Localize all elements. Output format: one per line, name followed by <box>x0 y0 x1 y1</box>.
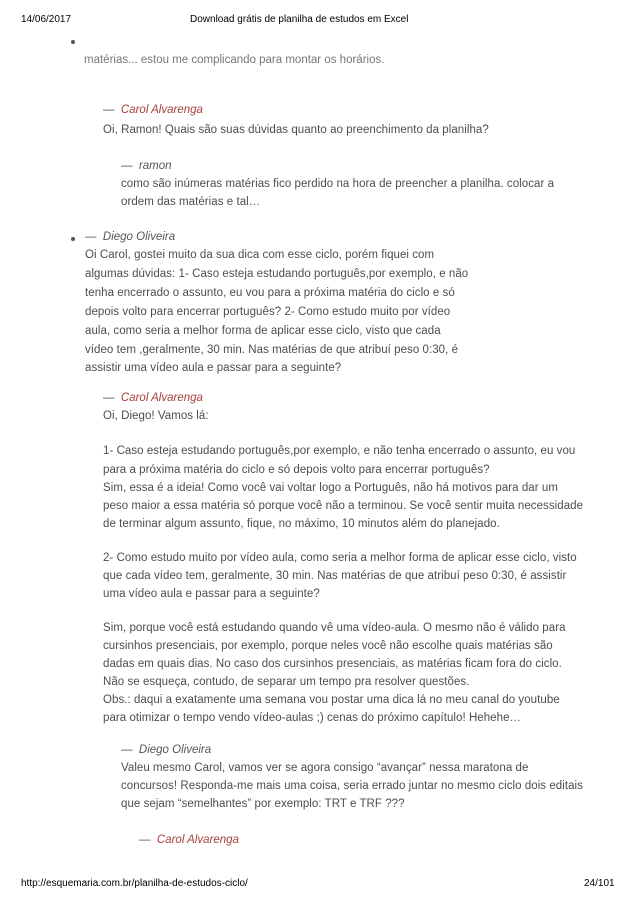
comment-author-link[interactable] <box>103 104 203 116</box>
comment-text: uma vídeo aula e passar para a seguinte? <box>103 588 320 600</box>
comment-author-link <box>121 160 172 172</box>
comment-author[interactable]: Carol Alvarenga <box>120 104 203 116</box>
comment-author: Diego Oliveira <box>102 231 176 243</box>
comment-text: para a próxima matéria do ciclo e só depois volto para encerrar português? <box>103 464 490 476</box>
comment-text: para otimizar o tempo vendo vídeo-aulas ;) cenas do próximo capítulo! Hehehe… <box>103 712 522 724</box>
author-dash: — <box>85 231 97 243</box>
comment-text: que sejam “semelhantes” por exemplo: TRT e TRF ??? <box>121 798 405 810</box>
comment-text: tenha encerrado o assunto, eu vou para a próxima matéria do ciclo e só <box>85 287 455 299</box>
comment-text: como são inúmeras matérias fico perdido na hora de preencher a planilha. colocar a <box>121 178 555 190</box>
comment-text: concursos! Responda-me mais uma coisa, seria errado juntar no mesmo ciclo dois editais <box>121 780 583 792</box>
comment-text: dadas em quais dias. No caso dos cursinhos presenciais, as matérias ficam fora do ciclo. <box>103 658 562 670</box>
comment-author[interactable]: Carol Alvarenga <box>120 392 203 404</box>
comment-text: 2- Como estudo muito por vídeo aula, como seria a melhor forma de aplicar esse ciclo, visto <box>103 552 577 564</box>
comment-text: ordem das matérias e tal… <box>121 196 261 208</box>
author-dash: — <box>121 744 133 756</box>
comment-text: Valeu mesmo Carol, vamos ver se agora consigo “avançar” nessa maratona de <box>121 762 529 774</box>
comment-text: Oi Carol, gostei muito da sua dica com esse ciclo, porém fiquei com <box>85 249 435 261</box>
comment-text: aula, como seria a melhor forma de aplicar esse ciclo, visto que cada <box>85 325 441 337</box>
comment-author-link[interactable] <box>139 834 239 846</box>
comment-text: assistir uma vídeo aula e passar para a seguinte? <box>85 362 342 374</box>
comment-text: 1- Caso esteja estudando português,por exemplo, e não tenha encerrado o assunto, eu vou <box>103 445 576 457</box>
page-number: 24/101 <box>584 878 615 889</box>
comment-text: Não se esqueça, contudo, de separar um tempo pra resolver questões. <box>103 676 470 688</box>
comment-author[interactable]: Carol Alvarenga <box>156 834 239 846</box>
print-page-title: Download grátis de planilha de estudos em Excel <box>190 14 409 25</box>
comment-text: cursinhos presenciais, por exemplo, porque neles você não escolhe quais matérias são <box>103 640 553 652</box>
print-date: 14/06/2017 <box>21 14 72 25</box>
list-bullet <box>71 237 75 241</box>
author-dash: — <box>121 160 133 172</box>
comment-text: Sim, essa é a ideia! Como você vai voltar logo a Português, não há motivos para dar um <box>103 482 558 494</box>
comment-author: Diego Oliveira <box>138 744 212 756</box>
comment-text: algumas dúvidas: 1- Caso esteja estudando português,por exemplo, e não <box>85 268 469 280</box>
comment-text: Oi, Diego! Vamos lá: <box>103 410 209 422</box>
list-bullet <box>71 40 75 44</box>
comment-text: depois volto para encerrar português? 2- Como estudo muito por vídeo <box>85 306 451 318</box>
comment-author-link[interactable] <box>103 392 203 404</box>
comment-text: Sim, porque você está estudando quando vê uma vídeo-aula. O mesmo não é válido para <box>103 622 566 634</box>
comment-author-link <box>85 231 175 243</box>
clipped-comment-line: matérias... estou me complicando para montar os horários. <box>84 54 385 66</box>
comment-text: vídeo tem ,geralmente, 30 min. Nas matérias de que atribuí peso 0:30, é <box>85 344 459 356</box>
comment-text: que cada vídeo tem, geralmente, 30 min. Nas matérias de que atribuí peso 0:30, é assistir <box>103 570 567 582</box>
comment-author: ramon <box>138 160 172 172</box>
print-url: http://esquemaria.com.br/planilha-de-estudos-ciclo/ <box>21 878 248 889</box>
comment-author-link <box>121 744 211 756</box>
comment-text: Oi, Ramon! Quais são suas dúvidas quanto ao preenchimento da planilha? <box>103 124 489 136</box>
author-dash: — <box>103 392 115 404</box>
author-dash: — <box>139 834 151 846</box>
author-dash: — <box>103 104 115 116</box>
comment-text: Obs.: daqui a exatamente uma semana vou postar uma dica lá no meu canal do youtube <box>103 694 560 706</box>
comment-text: de terminar algum assunto, fique, no máximo, 10 minutos além do planejado. <box>103 518 500 530</box>
comment-text: peso maior a essa matéria só porque você não a terminou. Se você sentir muita necessidade <box>103 500 584 512</box>
